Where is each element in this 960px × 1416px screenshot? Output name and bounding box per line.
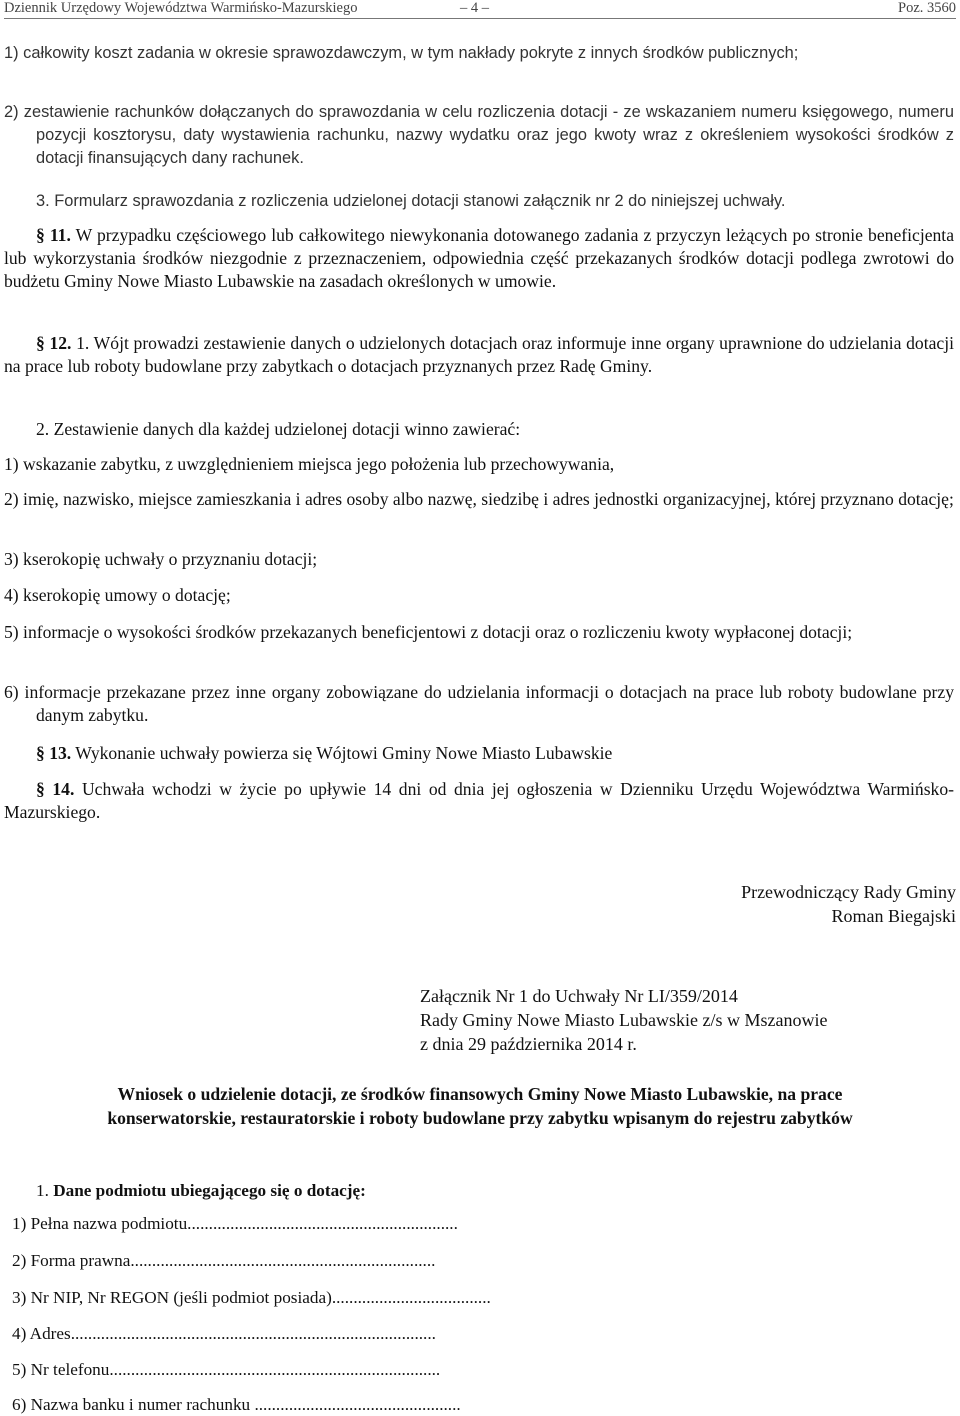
form-title-line1: Wniosek o udzielenie dotacji, ze środków finansowych Gminy Nowe Miasto Lubawskie, na prace bbox=[117, 1084, 843, 1104]
section13-number: § 13. bbox=[36, 743, 72, 763]
annex-line3: z dnia 29 października 2014 r. bbox=[420, 1034, 637, 1054]
section14-paragraph bbox=[4, 778, 954, 824]
form-field-address: 4) Adres..................................................................................... bbox=[12, 1324, 436, 1343]
section11-text: W przypadku częściowego lub całkowitego niewykonania dotowanego zadania z przyczyn leżących po stronie beneficjenta lub wykorzystania środków niezgodnie z przeznaczeniem, odpowiednia część przekazanych środków dotacji podlega zwrotowi do budżetu Gminy Nowe Miasto Lubawskie na zasadach określonych w umowie. bbox=[4, 225, 955, 291]
form-section-title: Dane podmiotu ubiegającego się o dotację: bbox=[53, 1181, 366, 1200]
section10-item2: 2) zestawienie rachunków dołączanych do sprawozdania w celu rozliczenia dotacji - ze wskazaniem numeru księgowego, numeru pozycji kosztorysu, daty wystawienia rachunku, nazwy wydatku oraz jego kwoty wraz z określeniem wysokości środków z dotacji finansujących dany rachunek. bbox=[4, 103, 954, 167]
journal-title: Dziennik Urzędowy Województwa Warmińsko-Mazurskiego bbox=[4, 0, 358, 16]
form-field-phone: 5) Nr telefonu............................................................................. bbox=[12, 1360, 441, 1379]
section14-text: Uchwała wchodzi w życie po upływie 14 dni od dnia jej ogłoszenia w Dzienniku Urzędu Województwa Warmińsko-Mazurskiego. bbox=[4, 779, 954, 822]
position-number: Poz. 3560 bbox=[898, 0, 956, 16]
section12-paragraph2: 2. Zestawienie danych dla każdej udzielonej dotacji winno zawierać: bbox=[36, 419, 521, 439]
section10-item1: 1) całkowity koszt zadania w okresie sprawozdawczym, w tym nakłady pokryte z innych środków publicznych; bbox=[4, 44, 799, 62]
section12-text: 1. Wójt prowadzi zestawienie danych o udzielonych dotacjach oraz informuje inne organy uprawnione do udzielania dotacji na prace lub roboty budowlane przy zabytkach o dotacjach przyznanych przez Radę Gminy. bbox=[4, 333, 954, 376]
section11-paragraph bbox=[4, 224, 954, 293]
form-field-legal-form: 2) Forma prawna....................................................................... bbox=[12, 1251, 436, 1270]
form-section-heading bbox=[36, 1180, 366, 1202]
section14-number: § 14. bbox=[36, 779, 75, 799]
signature-name: Roman Biegajski bbox=[831, 906, 956, 926]
annex-header bbox=[420, 984, 827, 1056]
form-field-full-name: 1) Pełna nazwa podmiotu............................................................... bbox=[12, 1214, 458, 1233]
section12-item1: 1) wskazanie zabytku, z uwzględnieniem miejsca jego położenia lub przechowywania, bbox=[4, 454, 615, 474]
section12-item5: 5) informacje o wysokości środków przekazanych beneficjentowi z dotacji oraz o rozliczeniu kwoty wypłaconej dotacji; bbox=[4, 622, 853, 642]
section12-paragraph1 bbox=[4, 332, 954, 378]
form-title-line2: konserwatorskie, restauratorskie i roboty budowlane przy zabytku wpisanym do rejestru zabytków bbox=[107, 1108, 853, 1128]
section11-number: § 11. bbox=[36, 225, 71, 245]
section12-number: § 12. bbox=[36, 333, 72, 353]
section13-text: Wykonanie uchwały powierza się Wójtowi Gminy Nowe Miasto Lubawskie bbox=[71, 743, 613, 763]
section12-item3: 3) kserokopię uchwały o przyznaniu dotacji; bbox=[4, 549, 318, 569]
section12-item4: 4) kserokopię umowy o dotację; bbox=[4, 585, 231, 605]
signature-block bbox=[741, 880, 956, 928]
annex-line1: Załącznik Nr 1 do Uchwały Nr LI/359/2014 bbox=[420, 986, 738, 1006]
form-field-nip-regon: 3) Nr NIP, Nr REGON (jeśli podmiot posiada)..................................... bbox=[12, 1288, 491, 1307]
page-number: – 4 – bbox=[460, 0, 489, 16]
section10-item3: 3. Formularz sprawozdania z rozliczenia udzielonej dotacji stanowi załącznik nr 2 do niniejszej uchwały. bbox=[36, 192, 786, 210]
section13-paragraph bbox=[4, 742, 954, 765]
signature-role: Przewodniczący Rady Gminy bbox=[741, 882, 956, 902]
section12-item2: 2) imię, nazwisko, miejsce zamieszkania i adres osoby albo nazwę, siedzibę i adres jednostki organizacyjnej, której przyznano dotację; bbox=[4, 489, 954, 509]
form-field-bank-account: 6) Nazwa banku i numer rachunku ................................................ bbox=[12, 1395, 461, 1414]
annex-line2: Rady Gminy Nowe Miasto Lubawskie z/s w Mszanowie bbox=[420, 1010, 828, 1030]
form-section-number: 1. bbox=[36, 1181, 54, 1200]
page-header bbox=[4, 0, 956, 19]
section12-item6: 6) informacje przekazane przez inne organy zobowiązane do udzielania informacji o dotacjach na prace lub roboty budowlane przy danym zabytku. bbox=[4, 682, 954, 725]
form-title bbox=[0, 1082, 960, 1130]
